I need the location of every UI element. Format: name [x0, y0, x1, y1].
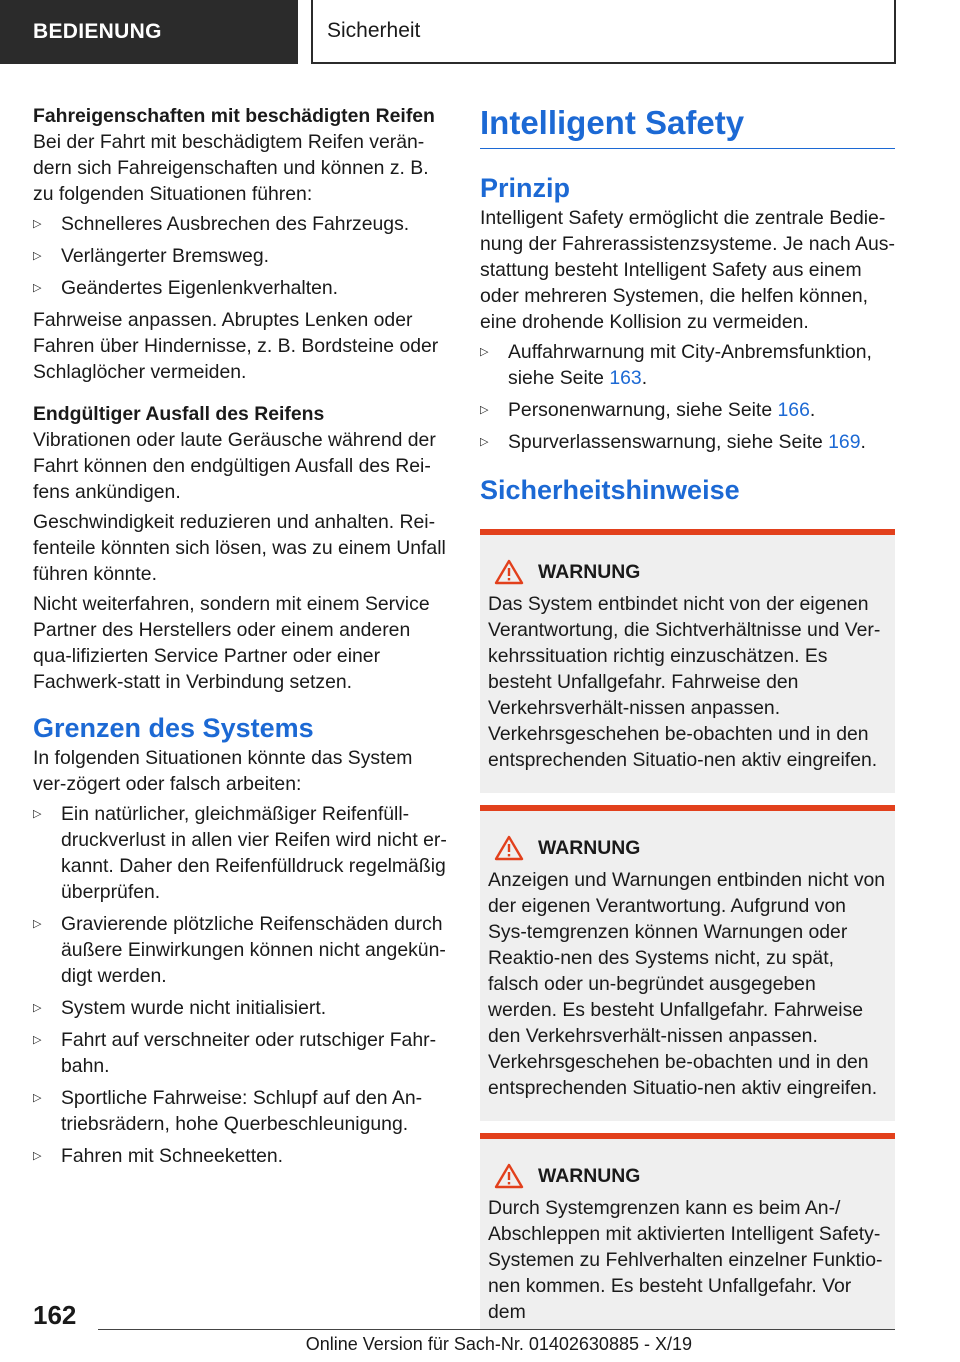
triangle-right-icon: ▷	[480, 404, 489, 416]
triangle-right-icon: ▷	[33, 808, 42, 820]
page-reference-link[interactable]: 169	[828, 431, 861, 453]
right-column	[480, 103, 895, 1329]
triangle-right-icon: ▷	[480, 436, 489, 448]
warning-title: WARNUNG	[538, 561, 641, 583]
list-item: ▷ Gravierende plötzliche Reifenschäden durch äußere Einwirkungen können nicht angekün-digt werden.	[33, 913, 446, 987]
page-footer	[0, 1296, 960, 1362]
systems-list	[480, 339, 895, 455]
list-item: ▷ Auffahrwarnung mit City-Anbremsfunktion, siehe Seite 163.	[480, 341, 872, 389]
triangle-right-icon: ▷	[33, 918, 42, 930]
chapter-tab	[311, 0, 896, 64]
warning-triangle-icon	[494, 1163, 524, 1189]
damaged-tires-advice: Fahrweise anpassen. Abruptes Lenken oder Fahren über Hindernisse, z. B. Bordsteine oder Schlaglöcher vermeiden.	[33, 309, 439, 383]
system-limits-text: In folgenden Situationen könnte das System ver-zögert oder falsch arbeiten:	[33, 747, 413, 795]
warning-text: Anzeigen und Warnungen entbinden nicht von der eigenen Verantwortung. Aufgrund von Sys-temgrenzen können Warnungen oder Reaktio-nen des Systems nicht, zu spät, falsch oder un-begründet ausgegeben werden. Es besteht Unfallgefahr. Fahrweise den Verkehrsverhält-nissen anpassen. Verkehrsgeschehen be-obachten und in den entsprechenden Situatio-nen aktiv eingreifen.	[488, 869, 886, 1099]
left-column	[33, 103, 448, 1175]
list-item: ▷ Sportliche Fahrweise: Schlupf auf den An-triebsrädern, hohe Querbeschleunigung.	[33, 1087, 423, 1135]
list-item: ▷ Ein natürlicher, gleichmäßiger Reifenfüll-druckverlust in allen vier Reifen wird nicht er-kannt. Daher den Reifenfülldruck regelmäßig überprüfen.	[33, 803, 447, 903]
damaged-tires-list	[33, 211, 448, 301]
warning-text: Das System entbindet nicht von der eigenen Verantwortung, die Sichtverhältnisse und Ver-kehrssituation richtig einzuschätzen. Es besteht Unfallgefahr. Fahrweise den Verkehrsverhält-nissen anpassen. Verkehrsgeschehen be-obachten und in den entsprechenden Situatio-nen aktiv eingreifen.	[488, 593, 881, 771]
triangle-right-icon: ▷	[33, 1150, 42, 1162]
tire-failure-advice-1: Geschwindigkeit reduzieren und anhalten. Rei-fenteile könnten sich lösen, was zu einem Unfall führen könnte.	[33, 511, 446, 585]
damaged-tires-heading: Fahreigenschaften mit beschädigten Reifen	[33, 105, 435, 127]
damaged-tires-text: Bei der Fahrt mit beschädigtem Reifen verän-dern sich Fahreigenschaften und können z. B. zu folgenden Situationen führen:	[33, 131, 429, 205]
warning-box	[480, 529, 895, 793]
page-main-title: Intelligent Safety	[480, 103, 895, 149]
warning-title: WARNUNG	[538, 837, 641, 859]
section-tab: BEDIENUNG	[0, 0, 298, 64]
warning-title: WARNUNG	[538, 1165, 641, 1187]
list-item: ▷ Spurverlassenswarnung, siehe Seite 169.	[480, 431, 866, 453]
online-version-note: Online Version für Sach-Nr. 01402630885 - X/19	[305, 1334, 692, 1354]
list-item: ▷ Personenwarnung, siehe Seite 166.	[480, 399, 816, 421]
principle-text: Intelligent Safety ermöglicht die zentrale Bedie-nung der Fahrerassistenzsysteme. Je nach Aus-stattung besteht Intelligent Safety aus einem oder mehreren Systemen, die helfen können, eine drohende Kollision zu vermeiden.	[480, 207, 895, 333]
page-header	[0, 0, 960, 66]
triangle-right-icon: ▷	[33, 1092, 42, 1104]
page-reference-link[interactable]: 163	[609, 367, 642, 389]
safety-notes-heading: Sicherheitshinweise	[480, 475, 740, 505]
warning-triangle-icon	[494, 835, 524, 861]
warning-triangle-icon	[494, 559, 524, 585]
system-limits-heading: Grenzen des Systems	[33, 713, 314, 743]
principle-heading: Prinzip	[480, 173, 571, 203]
warning-text: Durch Systemgrenzen kann es beim An-/ Abschleppen mit aktivierten Intelligent Safety-Systemen zu Fehlverhalten einzelner Funktio-nen kommen. Es besteht Unfallgefahr. Vor dem	[488, 1197, 883, 1323]
warning-box	[480, 805, 895, 1121]
page-number: 162	[33, 1300, 77, 1330]
list-item: ▷ System wurde nicht initialisiert.	[33, 997, 327, 1019]
chapter-title: Sicherheit	[327, 19, 421, 42]
tire-failure-heading: Endgültiger Ausfall des Reifens	[33, 403, 325, 425]
list-item: ▷ Schnelleres Ausbrechen des Fahrzeugs.	[33, 213, 410, 235]
triangle-right-icon: ▷	[480, 346, 489, 358]
list-item: ▷ Verlängerter Bremsweg.	[33, 245, 270, 267]
list-item: ▷ Fahren mit Schneeketten.	[33, 1145, 284, 1167]
triangle-right-icon: ▷	[33, 1034, 42, 1046]
triangle-right-icon: ▷	[33, 282, 42, 294]
system-limits-list	[33, 801, 448, 1169]
triangle-right-icon: ▷	[33, 218, 42, 230]
list-item: ▷ Fahrt auf verschneiter oder rutschiger Fahr-bahn.	[33, 1029, 437, 1077]
list-item: ▷ Geändertes Eigenlenkverhalten.	[33, 277, 339, 299]
tire-failure-advice-2: Nicht weiterfahren, sondern mit einem Service Partner des Herstellers oder einem anderen qua-lifizierten Service Partner oder einer Fachwerk-statt in Verbindung setzen.	[33, 593, 430, 693]
tire-failure-text: Vibrationen oder laute Geräusche während der Fahrt können den endgültigen Ausfall des Rei-fens ankündigen.	[33, 429, 436, 503]
footer-divider	[98, 1329, 895, 1330]
triangle-right-icon: ▷	[33, 250, 42, 262]
triangle-right-icon: ▷	[33, 1002, 42, 1014]
page-reference-link[interactable]: 166	[777, 399, 810, 421]
